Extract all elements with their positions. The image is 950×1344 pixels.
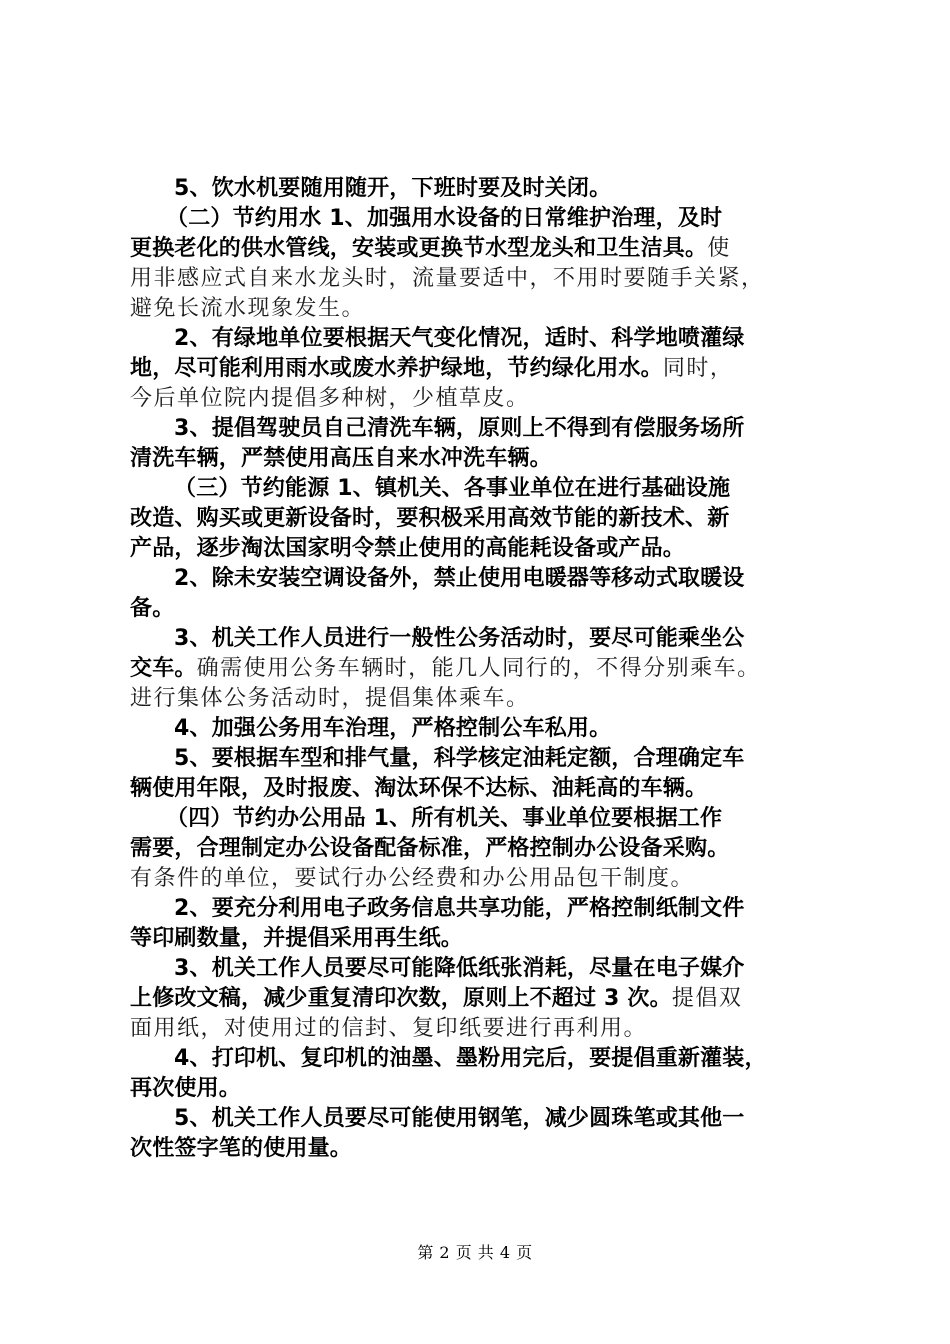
text-segment: 2、有绿地单位要根据天气变化情况，适时、科学地喷灌绿 [174, 326, 745, 351]
text-segment: 确需使用公务车辆时，能几人同行的，不得分别乘车。 [196, 656, 761, 681]
text-line [130, 864, 835, 894]
text-segment: （三）节约能源 1、镇机关、各事业单位在进行基础设施 [174, 476, 731, 501]
text-line [130, 564, 835, 594]
text-line [130, 474, 835, 504]
text-segment: 用非感应式自来水龙头时，流量要适中，不用时要随手关紧， [130, 266, 765, 291]
text-segment: 3、机关工作人员要尽可能降低纸张消耗，尽量在电子媒介 [174, 956, 745, 981]
text-segment: （二）节约用水 1、加强用水设备的日常维护治理，及时 [166, 206, 723, 231]
text-segment: 次性签字笔的使用量。 [130, 1136, 353, 1161]
text-line [130, 834, 835, 864]
text-segment: 地，尽可能利用雨水或废水养护绿地，节约绿化用水。 [130, 356, 663, 381]
text-line [130, 984, 835, 1014]
text-segment: 3、机关工作人员进行一般性公务活动时，要尽可能乘坐公 [174, 626, 745, 651]
text-line [130, 174, 835, 204]
text-segment: 辆使用年限，及时报废、淘汰环保不达标、油耗高的车辆。 [130, 776, 708, 801]
text-segment: 备。 [130, 596, 175, 621]
text-segment: 清洗车辆，严禁使用高压自来水冲洗车辆。 [130, 446, 552, 471]
text-line [130, 264, 835, 294]
text-segment: 2、除未安装空调设备外，禁止使用电暖器等移动式取暖设 [174, 566, 745, 591]
text-line [130, 1104, 835, 1134]
text-line [130, 414, 835, 444]
text-segment: 提倡双 [671, 986, 743, 1011]
text-line [130, 294, 835, 324]
text-segment: 有条件的单位，要试行办公经费和办公用品包干制度。 [130, 866, 695, 891]
text-line [130, 384, 835, 414]
text-segment: 4、打印机、复印机的油墨、墨粉用完后，要提倡重新灌装， [174, 1046, 767, 1071]
text-segment: 需要，合理制定办公设备配备标准，严格控制办公设备采购。 [130, 836, 730, 861]
text-segment: 今后单位院内提倡多种树，少植草皮。 [130, 386, 530, 411]
text-line [130, 204, 835, 234]
text-segment: 再次使用。 [130, 1076, 242, 1101]
text-line [130, 774, 835, 804]
text-line [130, 534, 835, 564]
text-segment: 4、加强公务用车治理，严格控制公车私用。 [174, 716, 612, 741]
text-line [130, 684, 835, 714]
text-line [130, 1074, 835, 1104]
text-line [130, 234, 835, 264]
text-line [130, 894, 835, 924]
text-line [130, 594, 835, 624]
text-line [130, 624, 835, 654]
text-line [130, 324, 835, 354]
text-segment: 进行集体公务活动时，提倡集体乘车。 [130, 686, 530, 711]
text-line [130, 1134, 835, 1164]
text-segment: （四）节约办公用品 1、所有机关、事业单位要根据工作 [166, 806, 723, 831]
text-segment: 5、饮水机要随用随开，下班时要及时关闭。 [174, 176, 612, 201]
text-line [130, 954, 835, 984]
text-line [130, 1044, 835, 1074]
text-segment: 使 [707, 236, 731, 261]
text-segment: 5、机关工作人员要尽可能使用钢笔，减少圆珠笔或其他一 [174, 1106, 745, 1131]
text-segment: 更换老化的供水管线，安装或更换节水型龙头和卫生洁具。 [130, 236, 708, 261]
text-line [130, 354, 835, 384]
page-footer: 第 2 页 共 4 页 [417, 1243, 533, 1262]
text-line [130, 714, 835, 744]
text-line [130, 924, 835, 954]
text-segment: 产品，逐步淘汰国家明令禁止使用的高能耗设备或产品。 [130, 536, 686, 561]
text-segment: 面用纸，对使用过的信封、复印纸要进行再利用。 [130, 1016, 648, 1041]
text-segment: 等印刷数量，并提倡采用再生纸。 [130, 926, 464, 951]
document-body [130, 174, 835, 1164]
text-segment: 3、提倡驾驶员自己清洗车辆，原则上不得到有偿服务场所 [174, 416, 745, 441]
text-segment: 改造、购买或更新设备时，要积极采用高效节能的新技术、新 [130, 506, 730, 531]
text-line [130, 654, 835, 684]
text-segment: 同时， [662, 356, 734, 381]
text-segment: 避免长流水现象发生。 [130, 296, 366, 321]
text-line [130, 1014, 835, 1044]
text-segment: 交车。 [130, 656, 197, 681]
text-line [130, 504, 835, 534]
text-segment: 5、要根据车型和排气量，科学核定油耗定额，合理确定车 [174, 746, 745, 771]
text-line [130, 444, 835, 474]
text-segment: 2、要充分利用电子政务信息共享功能，严格控制纸制文件 [174, 896, 745, 921]
text-line [130, 744, 835, 774]
text-segment: 上修改文稿，减少重复清印次数，原则上不超过 3 次。 [130, 986, 672, 1011]
text-line [130, 804, 835, 834]
